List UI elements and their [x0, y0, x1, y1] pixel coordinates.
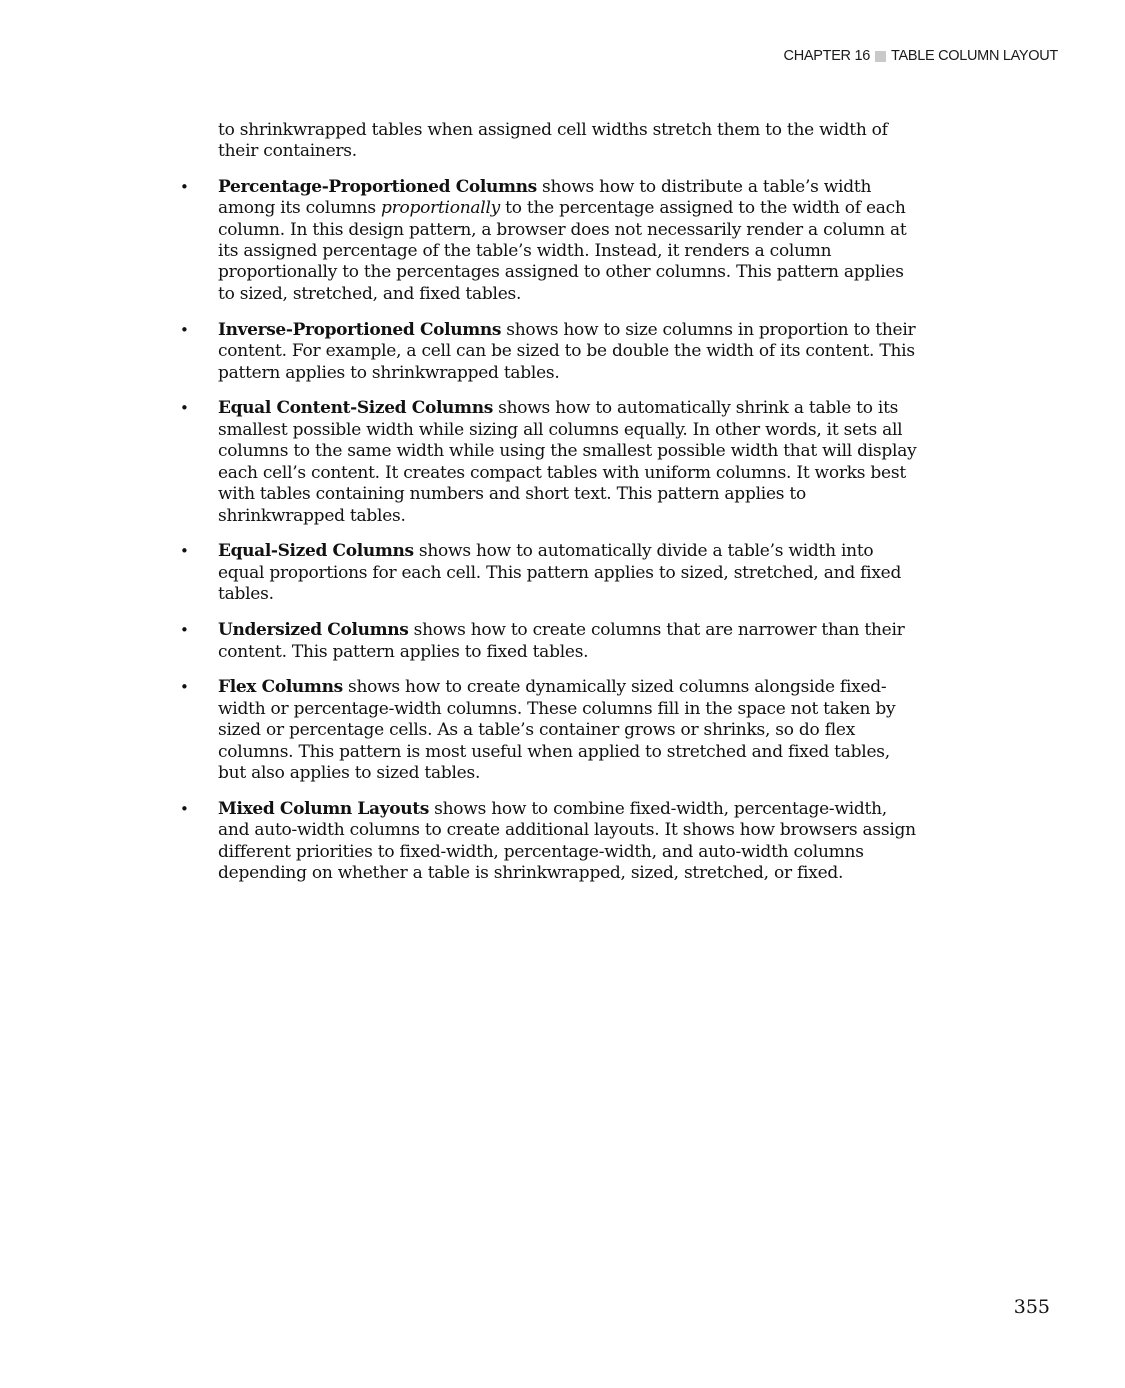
list-item-text: shows how to create columns that are narrower than their content. This pattern applies to fixed tables.	[218, 620, 905, 662]
list-item-term: Mixed Column Layouts	[218, 798, 429, 819]
bullet-icon: •	[180, 320, 189, 339]
chapter-title: TABLE COLUMN LAYOUT	[891, 48, 1058, 64]
list-item-term: Inverse-Proportioned Columns	[218, 319, 502, 340]
list-item	[178, 320, 918, 384]
bullet-icon: •	[180, 399, 189, 418]
running-header	[784, 48, 1058, 64]
bullet-icon: •	[180, 621, 189, 640]
bullet-icon: •	[180, 542, 189, 561]
list-item	[178, 620, 918, 663]
bullet-icon: •	[180, 177, 189, 196]
list-item-text: shows how to automatically shrink a table to its smallest possible width while sizing all columns equally. In other words, it sets all columns to the same width while using the smallest possible width that will display each cell’s content. It creates compact tables with uniform columns. It works best with tables containing numbers and short text. This pattern applies to shrinkwrapped tables.	[218, 398, 917, 526]
pattern-list	[178, 177, 918, 885]
list-item-term: Equal Content-Sized Columns	[218, 398, 493, 419]
page-body	[178, 120, 918, 899]
page-number: 355	[1013, 1296, 1050, 1318]
list-item-text: to the percentage assigned to the width of each column. In this design pattern, a browser does not necessarily render a column at its assigned percentage of the table’s width. Instead, it renders a column proportionally to the percentages assigned to other columns. This pattern applies to sized, stretched, and fixed tables.	[218, 198, 907, 304]
list-item-text: shows how to create dynamically sized columns alongside fixed-width or percentage-width columns. These columns fill in the space not taken by sized or percentage cells. As a table’s container grows or shrinks, so do flex columns. This pattern is most useful when applied to stretched and fixed tables, but also applies to sized tables.	[218, 677, 896, 784]
chapter-label: CHAPTER 16	[783, 48, 870, 64]
bullet-icon: •	[180, 799, 189, 818]
list-item	[178, 799, 918, 885]
list-item-term: Percentage-Proportioned Columns	[218, 176, 537, 197]
bullet-icon: •	[180, 678, 189, 697]
list-item-term: Undersized Columns	[218, 620, 409, 641]
list-item-text: shows how to size columns in proportion to their content. For example, a cell can be sized to be double the width of its content. This pattern applies to shrinkwrapped tables.	[218, 319, 916, 383]
header-separator-square-icon	[875, 51, 886, 62]
list-item	[178, 177, 918, 305]
list-item	[178, 541, 918, 605]
list-item-text: shows how to distribute a table’s width among its columns	[218, 176, 872, 219]
list-item-term: Flex Columns	[218, 677, 343, 698]
list-item-text: shows how to combine fixed-width, percentage-width, and auto-width columns to create additional layouts. It shows how browsers assign different priorities to fixed-width, percentage-width, and auto-width columns depending on whether a table is shrinkwrapped, sized, stretched, or fixed.	[218, 798, 916, 884]
list-item	[178, 677, 918, 784]
list-item	[178, 398, 918, 526]
list-item-term: Equal-Sized Columns	[218, 541, 414, 562]
list-item-text: shows how to automatically divide a table’s width into equal proportions for each cell. This pattern applies to sized, stretched, and fixed tables.	[218, 541, 902, 605]
list-item-emphasis: proportionally	[380, 198, 501, 219]
continuation-paragraph: to shrinkwrapped tables when assigned cell widths stretch them to the width of their containers.	[218, 120, 888, 162]
